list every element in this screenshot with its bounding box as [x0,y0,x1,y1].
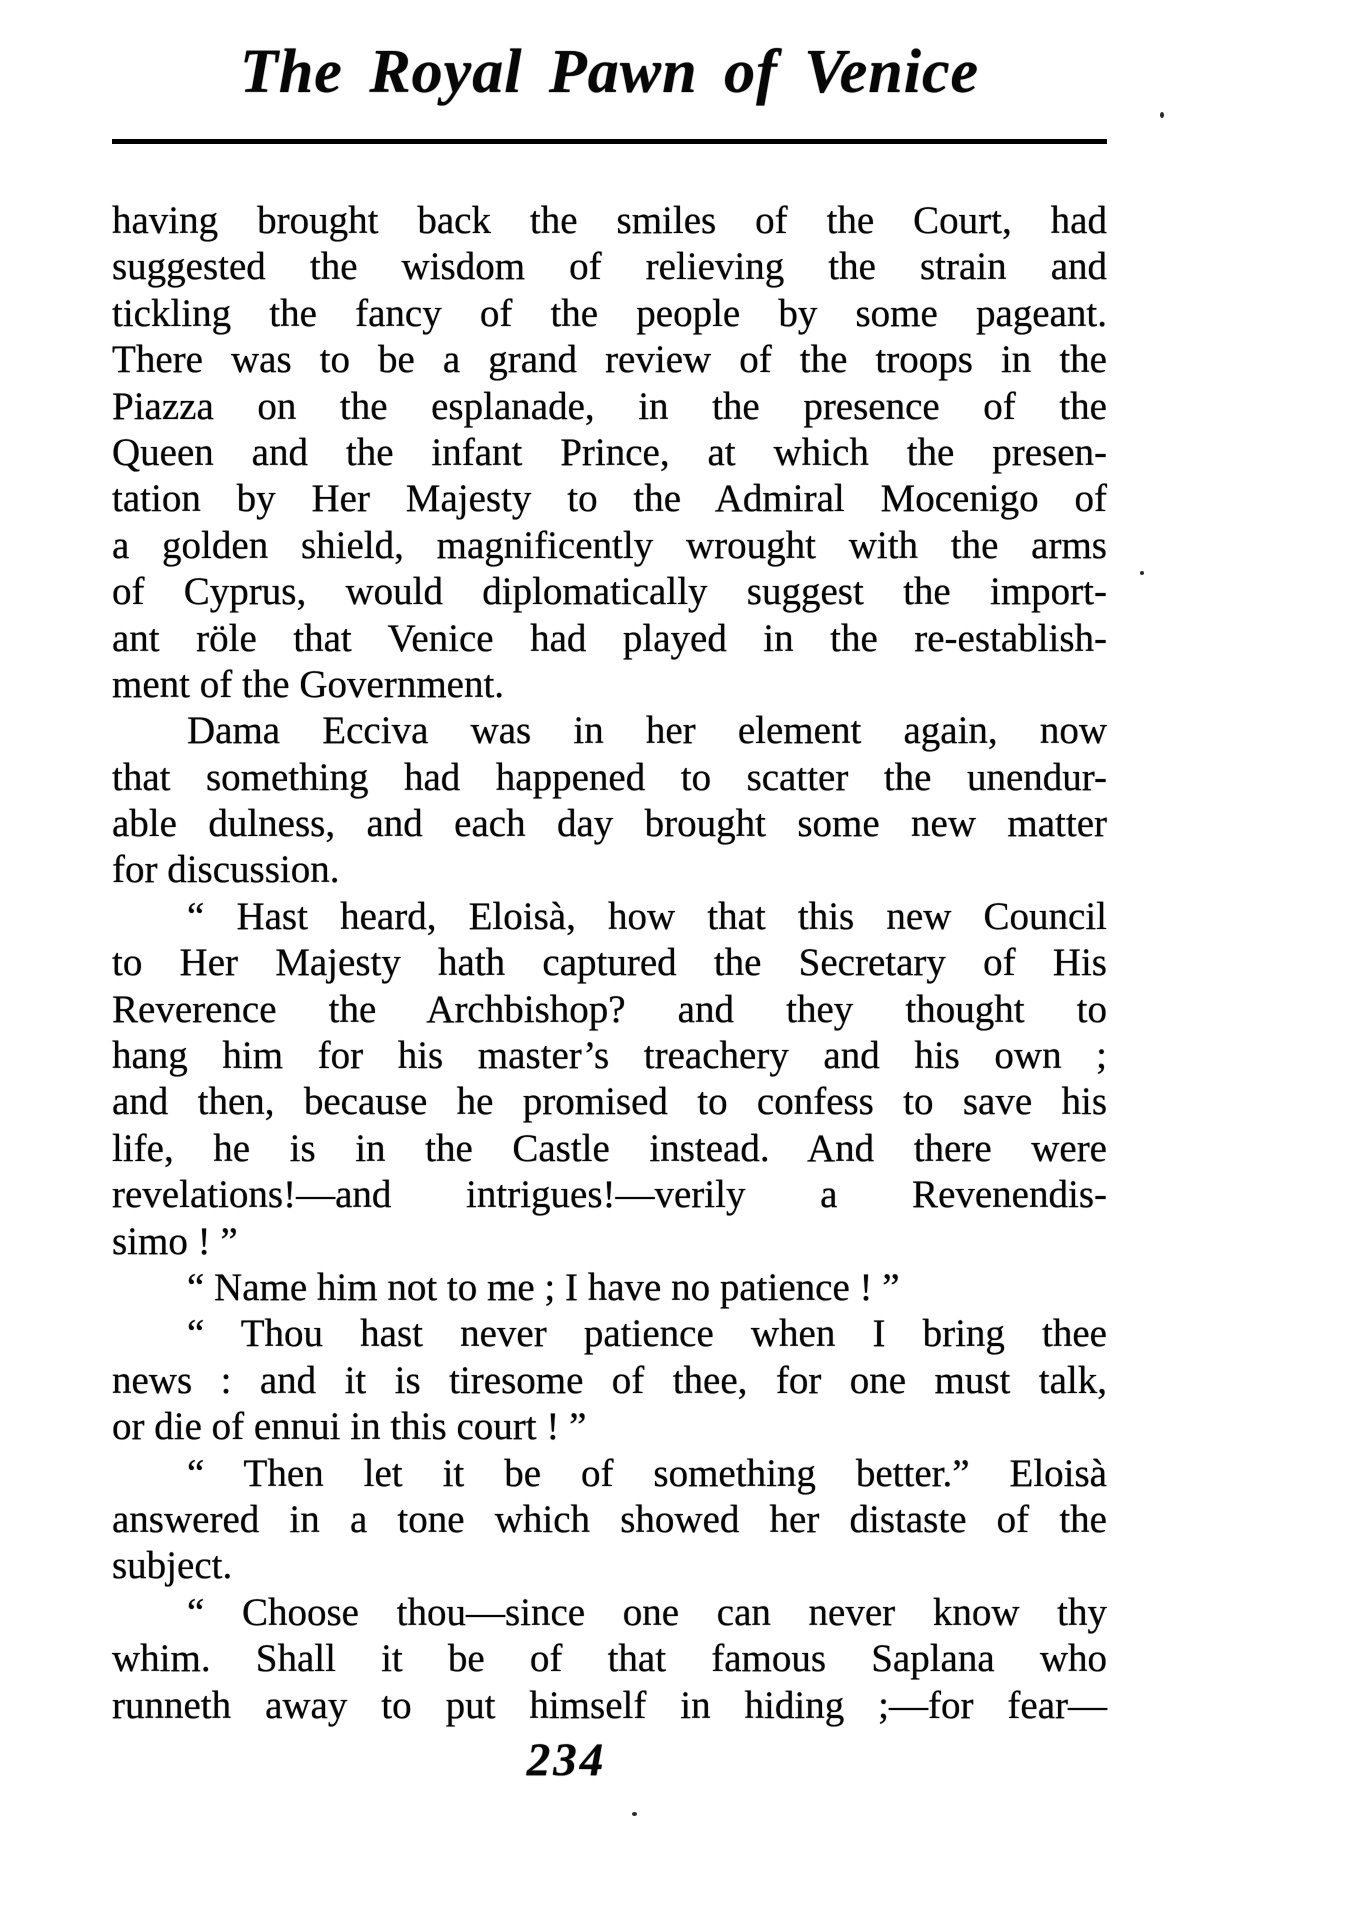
text-line: news : and it is tiresome of thee, for one must talk, [112,1358,1107,1402]
text-line: having brought back the smiles of the Court, had [112,199,1107,242]
text-line: to Her Majesty hath captured the Secretary of His [112,941,1107,985]
text-line: of Cyprus, would diplomatically suggest the import- [112,570,1107,614]
text-line: tation by Her Majesty to the Admiral Mocenigo of [112,477,1107,521]
text-line: suggested the wisdom of relieving the strain and [112,245,1107,289]
header-rule [112,139,1107,144]
scan-speck [1140,571,1144,575]
body-text [112,198,1107,1729]
text-line: life, he is in the Castle instead. And there were [112,1126,1107,1170]
text-line: “ Thou hast never patience when I bring thee [187,1312,1107,1356]
text-line: and then, because he promised to confess to save his [112,1080,1107,1124]
text-line: answered in a tone which showed her distaste of the [112,1497,1107,1541]
text-line: There was to be a grand review of the troops in the [112,338,1107,382]
text-line: subject. [112,1544,233,1588]
text-line: revelations!—and intrigues!—verily a Revenendis- [112,1173,1107,1217]
scan-speck [632,1812,637,1816]
text-line: Piazza on the esplanade, in the presence of the [112,384,1107,428]
text-line: whim. Shall it be of that famous Saplana who [112,1637,1107,1681]
text-line: “ Then let it be of something better.” Eloisà [187,1451,1107,1495]
text-line: for discussion. [112,848,340,892]
text-line: or die of ennui in this court ! ” [112,1405,587,1449]
text-line: Dama Ecciva was in her element again, now [187,709,1107,753]
text-line: ment of the Government. [112,662,505,706]
text-line: tickling the fancy of the people by some pageant. [112,291,1107,335]
text-line: Queen and the infant Prince, at which the presen- [112,430,1107,474]
text-line: “ Hast heard, Eloisà, how that this new Council [187,894,1107,938]
text-line: ant röle that Venice had played in the re-establish- [112,616,1107,660]
text-line: able dulness, and each day brought some new matter [112,802,1107,846]
page-number: 234 [526,1734,607,1786]
scan-speck [1160,112,1164,118]
text-line: Reverence the Archbishop? and they thought to [112,987,1107,1031]
text-line: that something had happened to scatter the unendur- [112,755,1107,799]
running-head-title: The Royal Pawn of Venice [239,38,980,106]
text-line: simo ! ” [112,1219,238,1263]
text-line: runneth away to put himself in hiding ;—for fear— [112,1683,1107,1727]
text-line: hang him for his master’s treachery and his own ; [112,1034,1107,1078]
text-line: a golden shield, magnificently wrought with the arms [112,523,1107,567]
text-line: “ Name him not to me ; I have no patience ! ” [187,1265,900,1309]
text-line: “ Choose thou—since one can never know thy [187,1590,1107,1634]
